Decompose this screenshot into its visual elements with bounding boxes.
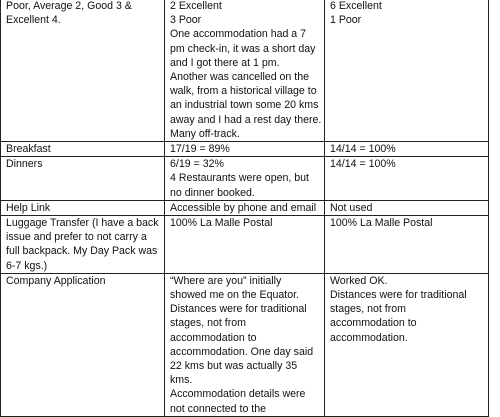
first-trip-cell: [165, 216, 325, 274]
cell-text-line: Accommodation details were: [170, 388, 306, 401]
cell-text-line: Not used: [330, 201, 373, 214]
second-trip-cell: [325, 142, 489, 157]
cell-text-line: accommodation. One day said: [170, 345, 314, 358]
cell-text-line: Breakfast: [6, 143, 51, 156]
cell-text-line: 17/19 = 89%: [170, 143, 230, 156]
cell-text-line: full backpack. My Day Pack was: [6, 245, 158, 258]
cell-text-line: “Where are you” initially: [170, 274, 282, 287]
first-trip-cell: [165, 157, 325, 201]
cell-text-line: 6 Excellent: [330, 0, 382, 12]
cell-text-line: walk, from a historical village to: [170, 85, 317, 98]
row-label-cell: [1, 273, 165, 416]
table-row: [1, 142, 489, 157]
cell-text-line: accommodation to: [330, 317, 417, 330]
cell-text-line: stages, not from: [330, 303, 406, 316]
cell-text-line: 3 Poor: [170, 14, 202, 27]
cell-text-line: and I got there at 1 pm.: [170, 56, 280, 69]
second-trip-cell: [325, 157, 489, 201]
row-label-cell: [1, 142, 165, 157]
row-label-cell: [1, 157, 165, 201]
cell-text-line: Poor, Average 2, Good 3 &: [6, 0, 132, 12]
cell-text-line: pm check-in, it was a short day: [170, 42, 316, 55]
cell-text-line: no dinner booked.: [170, 186, 255, 199]
first-trip-cell: [165, 273, 325, 416]
cell-text-line: 100% La Malle Postal: [330, 217, 433, 230]
cell-text-line: Distances were for traditional: [170, 303, 307, 316]
cell-text-line: stages, not from: [170, 317, 246, 330]
cell-text-line: Excellent 4.: [6, 14, 61, 27]
cell-text-line: Help Link: [6, 201, 51, 214]
cell-text-line: Luggage Transfer (I have a back: [6, 217, 159, 230]
cell-text-line: away and I had a rest day there.: [170, 113, 322, 126]
second-trip-cell: [325, 216, 489, 274]
row-label-cell: [1, 0, 165, 142]
cell-text-line: Many off-track.: [170, 127, 240, 140]
cell-text-line: 14/14 = 100%: [330, 143, 396, 156]
cell-text-line: 1 Poor: [330, 14, 362, 27]
table-row: [1, 0, 489, 142]
row-label-cell: [1, 216, 165, 274]
table-row: [1, 273, 489, 416]
cell-text-line: Dinners: [6, 158, 43, 171]
table-row: [1, 200, 489, 215]
cell-text-line: 100% La Malle Postal: [170, 217, 273, 230]
first-trip-cell: [165, 0, 325, 142]
cell-text-line: showed me on the Equator.: [170, 289, 299, 302]
cell-text-line: accommodation.: [330, 331, 408, 344]
cell-text-line: kms.: [170, 374, 193, 387]
cell-text-line: an industrial town some 20 kms: [170, 99, 319, 112]
second-trip-cell: [325, 273, 489, 416]
table-row: [1, 157, 489, 201]
second-trip-cell: [325, 200, 489, 215]
cell-text-line: 14/14 = 100%: [330, 158, 396, 171]
first-trip-cell: [165, 142, 325, 157]
table-body: [1, 0, 489, 416]
cell-text-line: Accessible by phone and email: [170, 201, 317, 214]
cell-text-line: 6-7 kgs.): [6, 259, 48, 272]
cell-text-line: issue and prefer to not carry a: [6, 231, 147, 244]
cell-text-line: 6/19 = 32%: [170, 158, 224, 171]
cell-text-line: Distances were for traditional: [330, 289, 467, 302]
first-trip-cell: [165, 200, 325, 215]
cell-text-line: Company Application: [6, 274, 106, 287]
second-trip-cell: [325, 0, 489, 142]
cell-text-line: not connected to the: [170, 402, 267, 415]
cell-text-line: Another was cancelled on the: [170, 71, 309, 84]
cell-text-line: One accommodation had a 7: [170, 28, 307, 41]
table-row: [1, 216, 489, 274]
cell-text-line: 4 Restaurants were open, but: [170, 172, 309, 185]
cell-text-line: 22 kms but was actually 35: [170, 360, 298, 373]
cell-text-line: 2 Excellent: [170, 0, 222, 12]
row-label-cell: [1, 200, 165, 215]
cell-text-line: accommodation to: [170, 331, 257, 344]
cell-text-line: Worked OK.: [330, 274, 388, 287]
